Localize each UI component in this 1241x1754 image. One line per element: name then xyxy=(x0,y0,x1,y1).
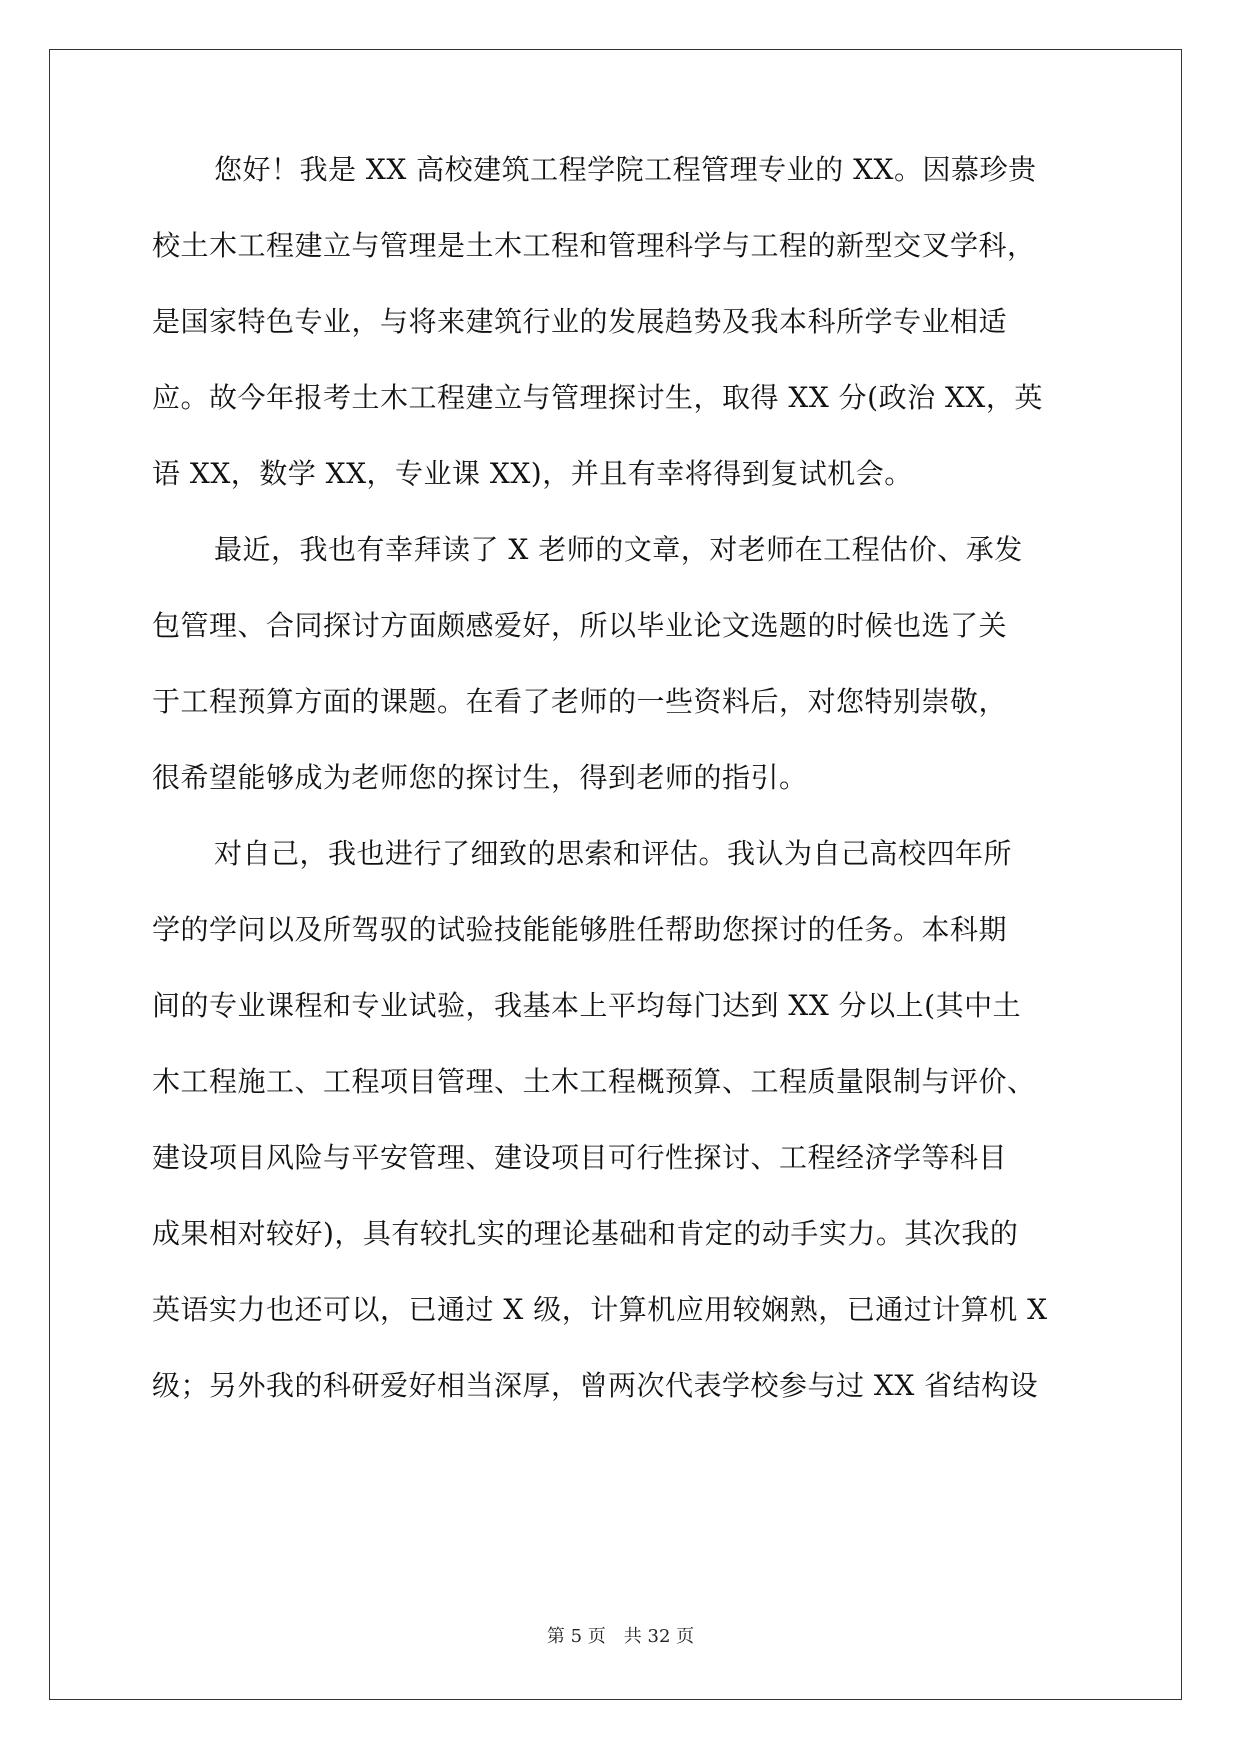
paragraph-1-line-2: 校土木工程建立与管理是土木工程和管理科学与工程的新型交叉学科， xyxy=(152,229,1036,262)
paragraph-1-line-4: 应。故今年报考土木工程建立与管理探讨生，取得 XX 分(政治 XX，英 xyxy=(152,381,1043,414)
page-number-footer: 第 5 页 共 32 页 xyxy=(546,1626,695,1647)
paragraph-3-line-1: 对自己，我也进行了细致的思索和评估。我认为自己高校四年所 xyxy=(214,837,1013,870)
paragraph-3-line-8: 级；另外我的科研爱好相当深厚，曾两次代表学校参与过 XX 省结构设 xyxy=(152,1369,1039,1402)
paragraph-3-line-5: 建设项目风险与平安管理、建设项目可行性探讨、工程经济学等科目 xyxy=(152,1141,1008,1174)
paragraph-2-line-1: 最近，我也有幸拜读了 X 老师的文章，对老师在工程估价、承发 xyxy=(214,533,1023,566)
paragraph-3-line-3: 间的专业课程和专业试验，我基本上平均每门达到 XX 分以上(其中土 xyxy=(152,989,1022,1022)
paragraph-2-line-2: 包管理、合同探讨方面颇感爱好，所以毕业论文选题的时候也选了关 xyxy=(152,609,1008,642)
paragraph-1-line-3: 是国家特色专业，与将来建筑行业的发展趋势及我本科所学专业相适 xyxy=(152,305,1008,338)
paragraph-1-line-1: 您好！我是 XX 高校建筑工程学院工程管理专业的 XX。因慕珍贵 xyxy=(214,153,1037,186)
paragraph-3-line-7: 英语实力也还可以，已通过 X 级，计算机应用较娴熟，已通过计算机 X xyxy=(152,1293,1048,1326)
paragraph-3-line-4: 木工程施工、工程项目管理、土木工程概预算、工程质量限制与评价、 xyxy=(152,1065,1036,1098)
paragraph-2-line-4: 很希望能够成为老师您的探讨生，得到老师的指引。 xyxy=(152,761,808,794)
paragraph-3-line-2: 学的学问以及所驾驭的试验技能能够胜任帮助您探讨的任务。本科期 xyxy=(152,913,1008,946)
page-border xyxy=(49,49,1182,1700)
paragraph-3-line-6: 成果相对较好)，具有较扎实的理论基础和肯定的动手实力。其次我的 xyxy=(152,1217,1019,1250)
paragraph-1-line-5: 语 XX，数学 XX，专业课 XX)，并且有幸将得到复试机会。 xyxy=(152,457,913,490)
paragraph-2-line-3: 于工程预算方面的课题。在看了老师的一些资料后，对您特别崇敬， xyxy=(152,685,1008,718)
